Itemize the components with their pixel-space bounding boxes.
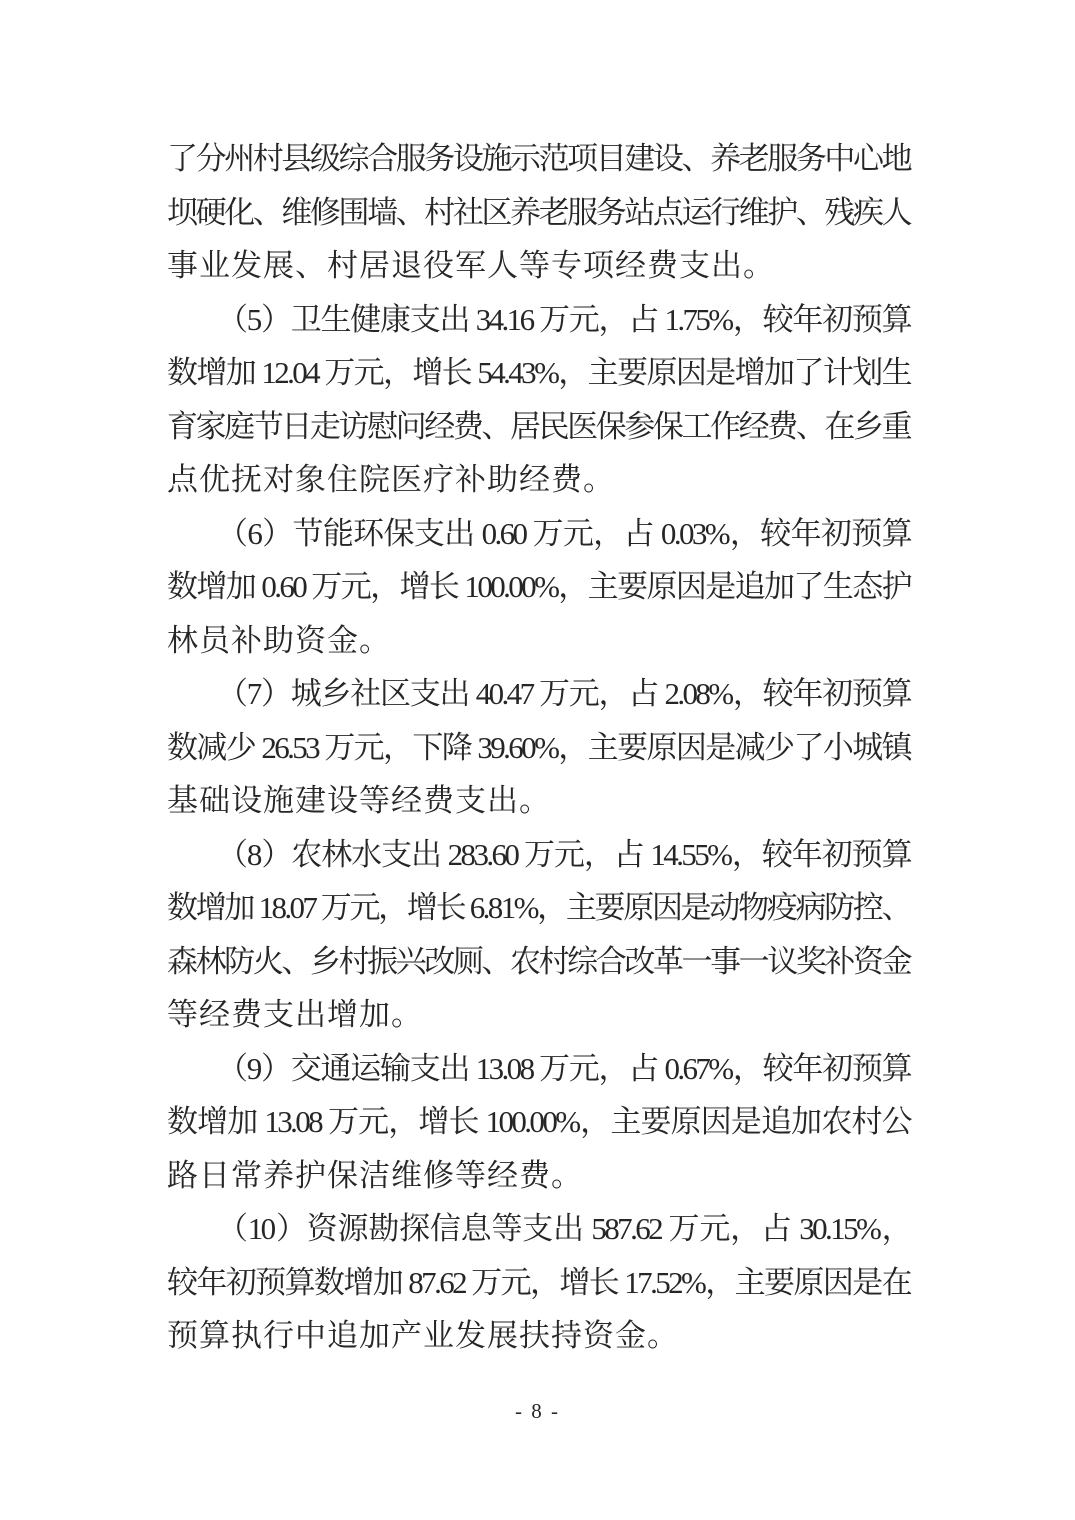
text-line: （8）农林水支出 283.60 万元，占 14.55%，较年初预算 — [217, 836, 910, 872]
text-line: 数增加 12.04 万元，增长 54.43%，主要原因是增加了计划生 — [167, 355, 910, 390]
text-line: （5）卫生健康支出 34.16 万元，占 1.75%，较年初预算 — [217, 301, 910, 337]
text-line: 预算执行中追加产业发展扶持资金。 — [167, 1318, 679, 1353]
text-line: 等经费支出增加。 — [167, 997, 423, 1032]
text-line: 点优抚对象住院医疗补助经费。 — [167, 462, 615, 497]
text-line: 数增加 13.08 万元，增长 100.00%，主要原因是追加农村公 — [167, 1104, 910, 1139]
text-line: 森林防火、乡村振兴改厕、农村综合改革一事一议奖补资金 — [167, 943, 910, 979]
text-line: （7）城乡社区支出 40.47 万元，占 2.08%，较年初预算 — [217, 676, 910, 711]
text-line: （6）节能环保支出 0.60 万元，占 0.03%，较年初预算 — [217, 515, 910, 551]
text-line: 路日常养护保洁维修等经费。 — [167, 1157, 583, 1193]
text-line: 较年初预算数增加 87.62 万元，增长 17.52%，主要原因是在 — [167, 1264, 910, 1300]
text-line: 基础设施建设等经费支出。 — [167, 783, 551, 818]
text-line: 数减少 26.53 万元，下降 39.60%，主要原因是减少了小城镇 — [167, 729, 910, 765]
text-line: 数增加 0.60 万元，增长 100.00%，主要原因是追加了生态护 — [167, 569, 910, 604]
text-line: 事业发展、村居退役军人等专项经费支出。 — [167, 248, 775, 283]
text-line: 数增加 18.07 万元，增长 6.81%，主要原因是动物疫病防控、 — [167, 890, 910, 925]
text-line: （10）资源勘探信息等支出 587.62 万元，占 30.15%， — [217, 1211, 910, 1246]
text-line: 育家庭节日走访慰问经费、居民医保参保工作经费、在乡重 — [167, 408, 910, 444]
page-number: - 8 - — [515, 1399, 560, 1423]
document-body — [167, 132, 910, 1363]
text-line: 林员补助资金。 — [167, 622, 391, 658]
text-line: 坝硬化、维修围墙、村社区养老服务站点运行维护、残疾人 — [167, 194, 910, 230]
text-line: （9）交通运输支出 13.08 万元，占 0.67%，较年初预算 — [217, 1050, 910, 1086]
text-line: 了分州村县级综合服务设施示范项目建设、养老服务中心地 — [167, 141, 910, 176]
